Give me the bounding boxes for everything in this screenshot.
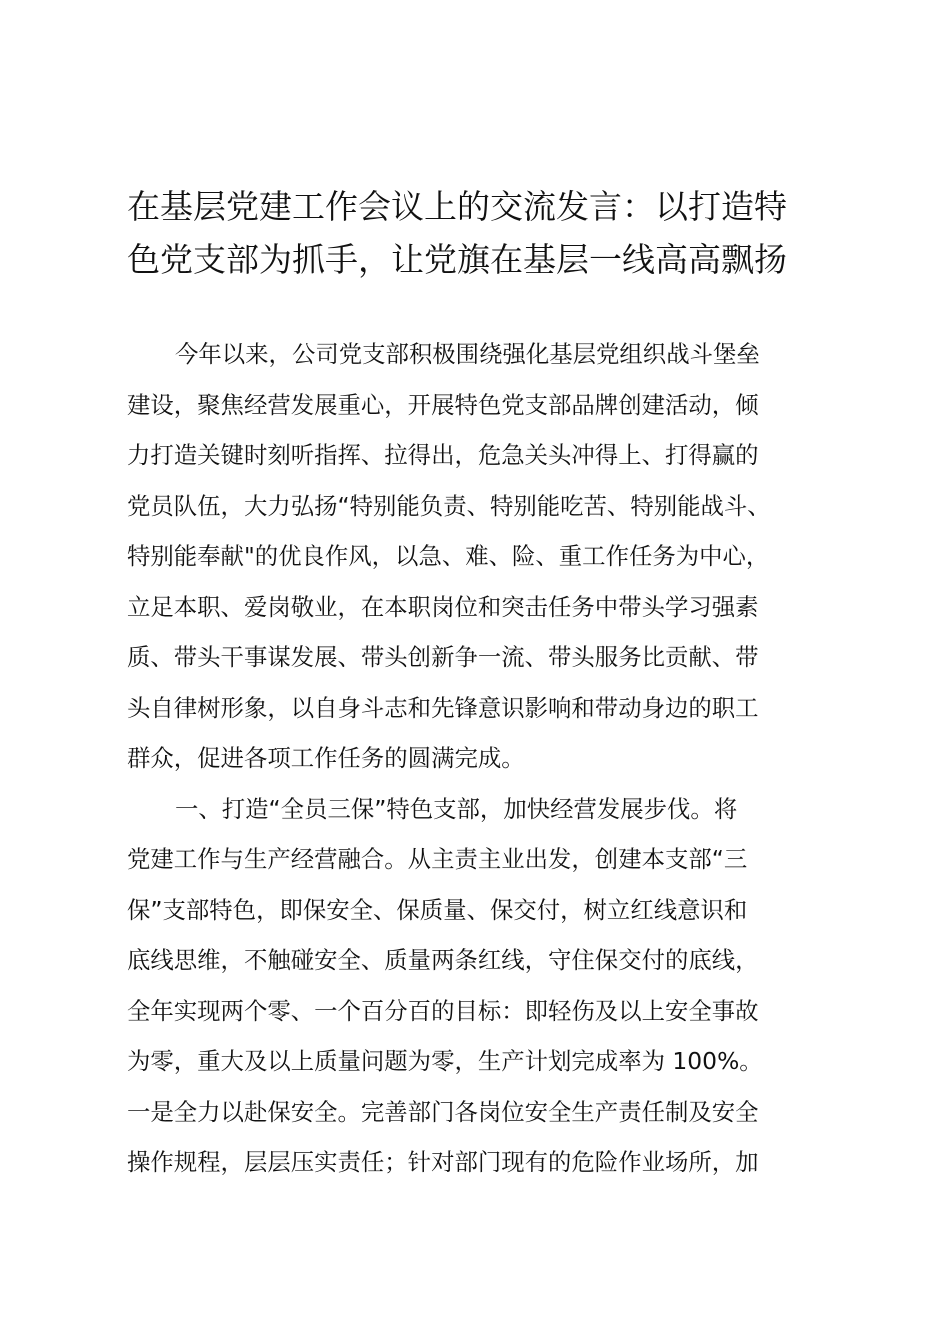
paragraph-2-line-7: 一是全力以赴保安全。完善部门各岗位安全生产责任制及安全 bbox=[127, 1097, 759, 1126]
document-body bbox=[127, 329, 847, 1188]
paragraph-2-line-5: 全年实现两个零、一个百分百的目标：即轻伤及以上安全事故 bbox=[127, 996, 759, 1025]
document-title bbox=[127, 180, 847, 286]
paragraph-1-line-4: 党员队伍，大力弘扬“特别能负责、特别能吃苦、特别能战斗、 bbox=[127, 491, 771, 520]
paragraph-1-line-5: 特别能奉献"的优良作风，以急、难、险、重工作任务为中心， bbox=[127, 542, 770, 570]
title-line-2: 色党支部为抓手，让党旗在基层一线高高飘扬 bbox=[127, 240, 787, 279]
paragraph-1-line-3: 力打造关键时刻听指挥、拉得出，危急关头冲得上、打得赢的 bbox=[127, 441, 759, 469]
paragraph-1-line-9: 群众，促进各项工作任务的圆满完成。 bbox=[127, 744, 525, 772]
paragraph-1-line-7: 质、带头干事谋发展、带头创新争一流、带头服务比贡献、带 bbox=[127, 643, 759, 671]
paragraph-1-line-6: 立足本职、爱岗敬业，在本职岗位和突击任务中带头学习强素 bbox=[127, 592, 759, 621]
paragraph-2-line-2: 党建工作与生产经营融合。从主责主业出发，创建本支部“三 bbox=[127, 845, 748, 873]
title-line-1: 在基层党建工作会议上的交流发言：以打造特 bbox=[127, 187, 787, 226]
paragraph-2-line-4: 底线思维，不触碰安全、质量两条红线，守住保交付的底线， bbox=[127, 946, 759, 974]
paragraph-1-line-1: 今年以来，公司党支部积极围绕强化基层党组织战斗堡垒 bbox=[175, 340, 760, 368]
paragraph-2-line-6: 为零，重大及以上质量问题为零，生产计划完成率为 100%。 bbox=[127, 1047, 763, 1075]
paragraph-1-line-8: 头自律树形象，以自身斗志和先锋意识影响和带动身边的职工 bbox=[127, 693, 759, 722]
paragraph-2-line-8: 操作规程，层层压实责任；针对部门现有的危险作业场所，加 bbox=[127, 1148, 759, 1176]
paragraph-2-line-3: 保”支部特色，即保安全、保质量、保交付，树立红线意识和 bbox=[127, 895, 748, 924]
paragraph-1-line-2: 建设，聚焦经营发展重心，开展特色党支部品牌创建活动，倾 bbox=[127, 390, 759, 419]
paragraph-2-line-1: 一、打造“全员三保”特色支部，加快经营发展步伐。将 bbox=[175, 794, 738, 823]
